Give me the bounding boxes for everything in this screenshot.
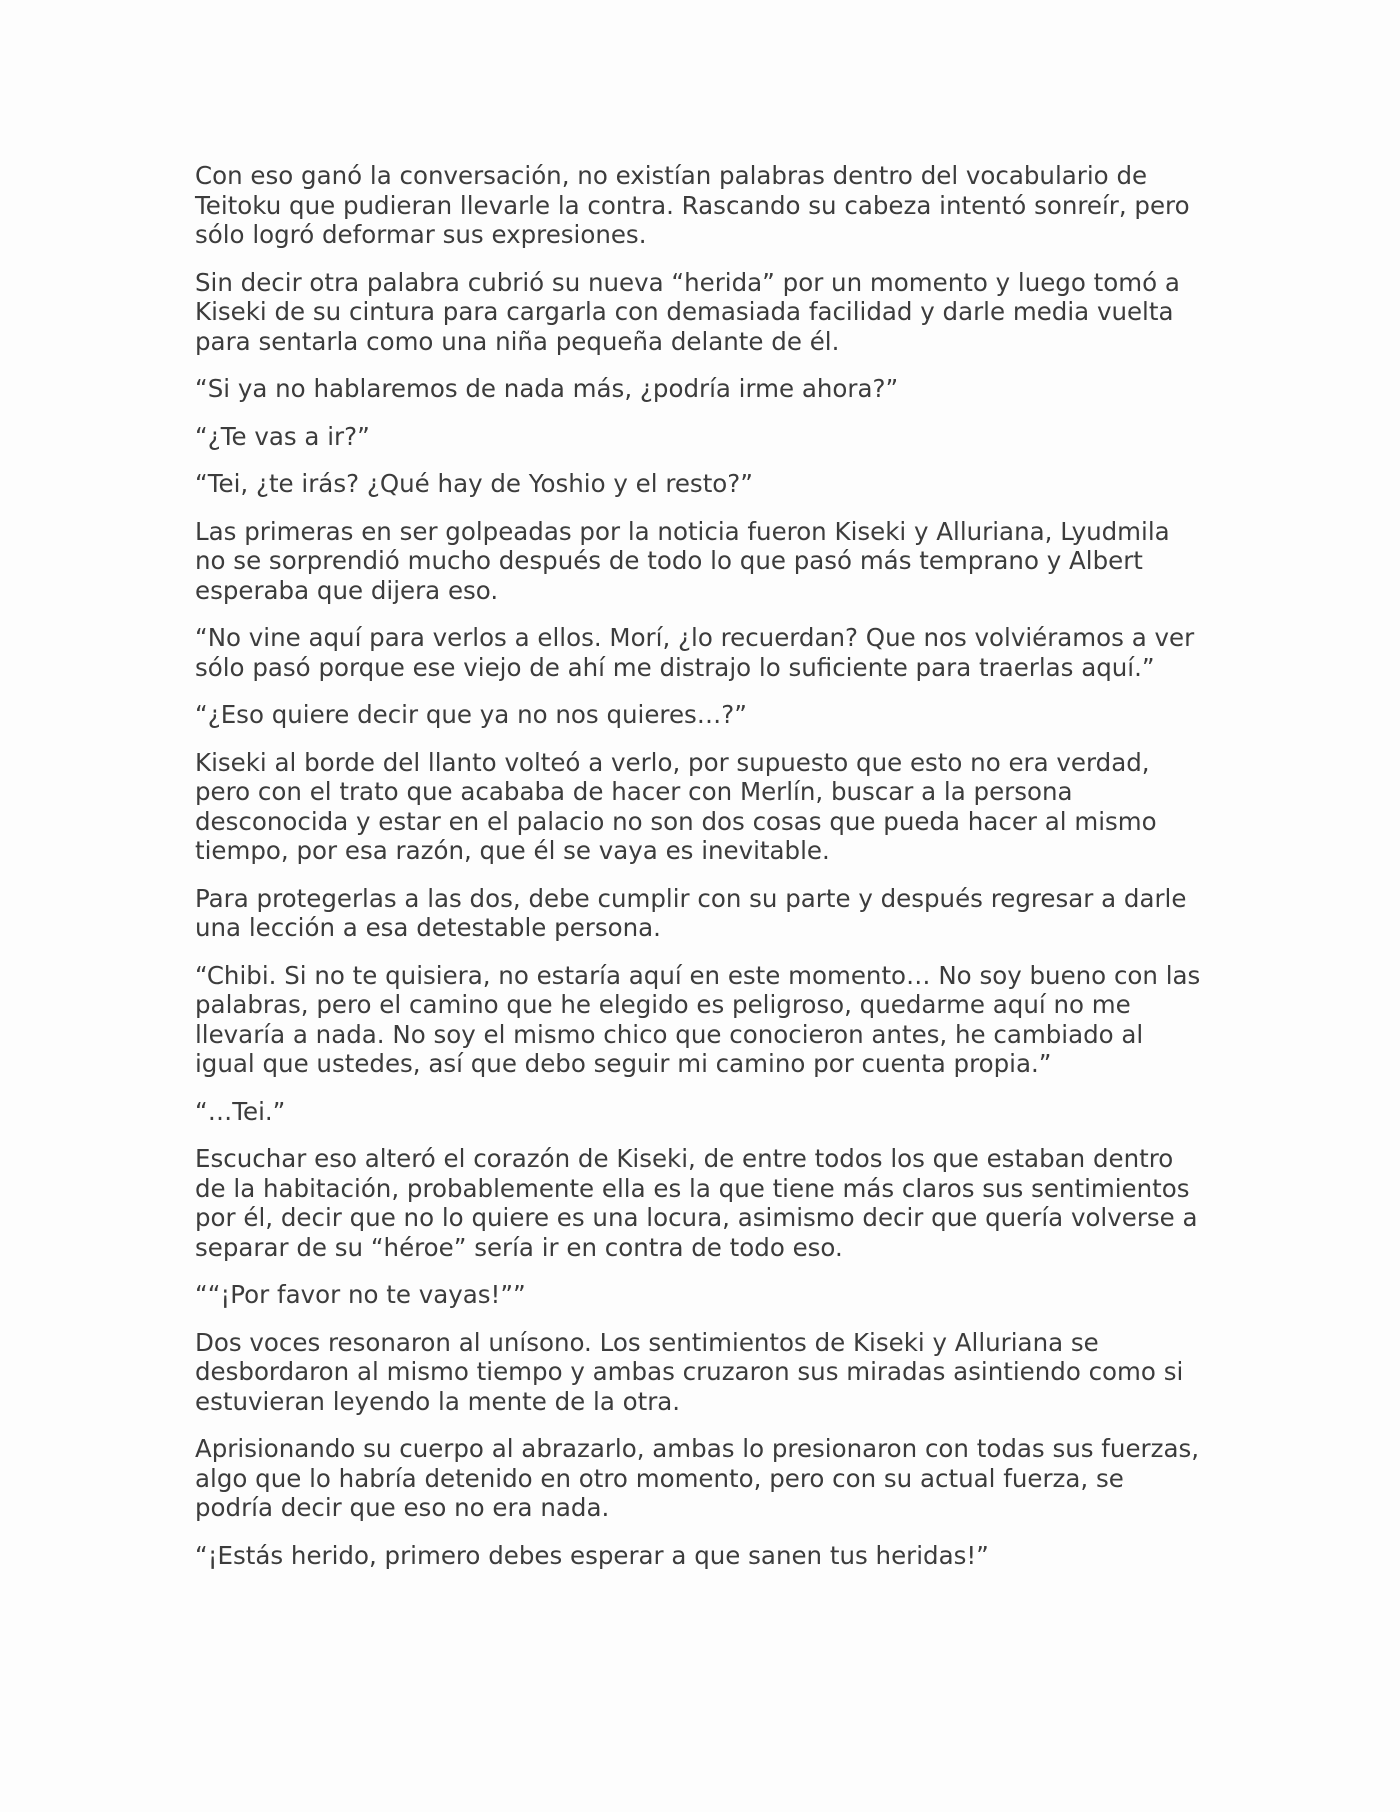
- paragraph: Las primeras en ser golpeadas por la noticia fueron Kiseki y Alluriana, Lyudmila no se sorprendió mucho después de todo lo que pasó más temprano y Albert esperaba que dijera eso.: [195, 516, 1170, 605]
- paragraph: “No vine aquí para verlos a ellos. Morí, ¿lo recuerdan? Que nos volviéramos a ver sólo pasó porque ese viejo de ahí me distrajo lo suficiente para traerlas aquí.”: [195, 623, 1195, 682]
- paragraph: Kiseki al borde del llanto volteó a verlo, por supuesto que esto no era verdad, pero con el trato que acababa de hacer con Merlín, buscar a la persona desconocida y estar en el palacio no son dos cosas que pueda hacer al mismo tiempo, por esa razón, que él se vaya es inevitable.: [195, 747, 1157, 865]
- paragraph: “Tei, ¿te irás? ¿Qué hay de Yoshio y el resto?”: [195, 469, 753, 498]
- paragraph: “¿Eso quiere decir que ya no nos quieres…?”: [195, 700, 747, 729]
- paragraph: Aprisionando su cuerpo al abrazarlo, ambas lo presionaron con todas sus fuerzas, algo que lo habría detenido en otro momento, pero con su actual fuerza, se podría decir que eso no era nada.: [195, 1434, 1200, 1522]
- document-body: [195, 161, 1207, 1588]
- paragraph: “¿Te vas a ir?”: [195, 421, 370, 451]
- paragraph: “Chibi. Si no te quisiera, no estaría aquí en este momento… No soy bueno con las palabras, pero el camino que he elegido es peligroso, quedarme aquí no me llevaría a nada. No soy el mismo chico que conocieron antes, he cambiado al igual que ustedes, así que debo seguir mi camino por cuenta propia.”: [195, 960, 1201, 1078]
- paragraph: Dos voces resonaron al unísono. Los sentimientos de Kiseki y Alluriana se desbordaron al mismo tiempo y ambas cruzaron sus miradas asintiendo como si estuvieran leyendo la mente de la otra.: [195, 1327, 1184, 1416]
- paragraph: “Si ya no hablaremos de nada más, ¿podría irme ahora?”: [195, 374, 899, 403]
- paragraph: “…Tei.”: [195, 1096, 286, 1126]
- paragraph: ““¡Por favor no te vayas!””: [195, 1280, 526, 1309]
- paragraph: Sin decir otra palabra cubrió su nueva “herida” por un momento y luego tomó a Kiseki de su cintura para cargarla con demasiada facilidad y darle media vuelta para sentarla como una niña pequeña delante de él.: [195, 267, 1180, 356]
- paragraph: Para protegerlas a las dos, debe cumplir con su parte y después regresar a darle una lección a esa detestable persona.: [195, 883, 1187, 942]
- paragraph: Escuchar eso alteró el corazón de Kiseki, de entre todos los que estaban dentro de la habitación, probablemente ella es la que tiene más claros sus sentimientos por él, decir que no lo quiere es una locura, asimismo decir que quería volverse a separar de su “héroe” sería ir en contra de todo eso.: [195, 1144, 1198, 1262]
- paragraph: Con eso ganó la conversación, no existían palabras dentro del vocabulario de Teitoku que pudieran llevarle la contra. Rascando su cabeza intentó sonreír, pero sólo logró deformar sus expresiones.: [195, 161, 1190, 249]
- paragraph: “¡Estás herido, primero debes esperar a que sanen tus heridas!”: [195, 1540, 989, 1570]
